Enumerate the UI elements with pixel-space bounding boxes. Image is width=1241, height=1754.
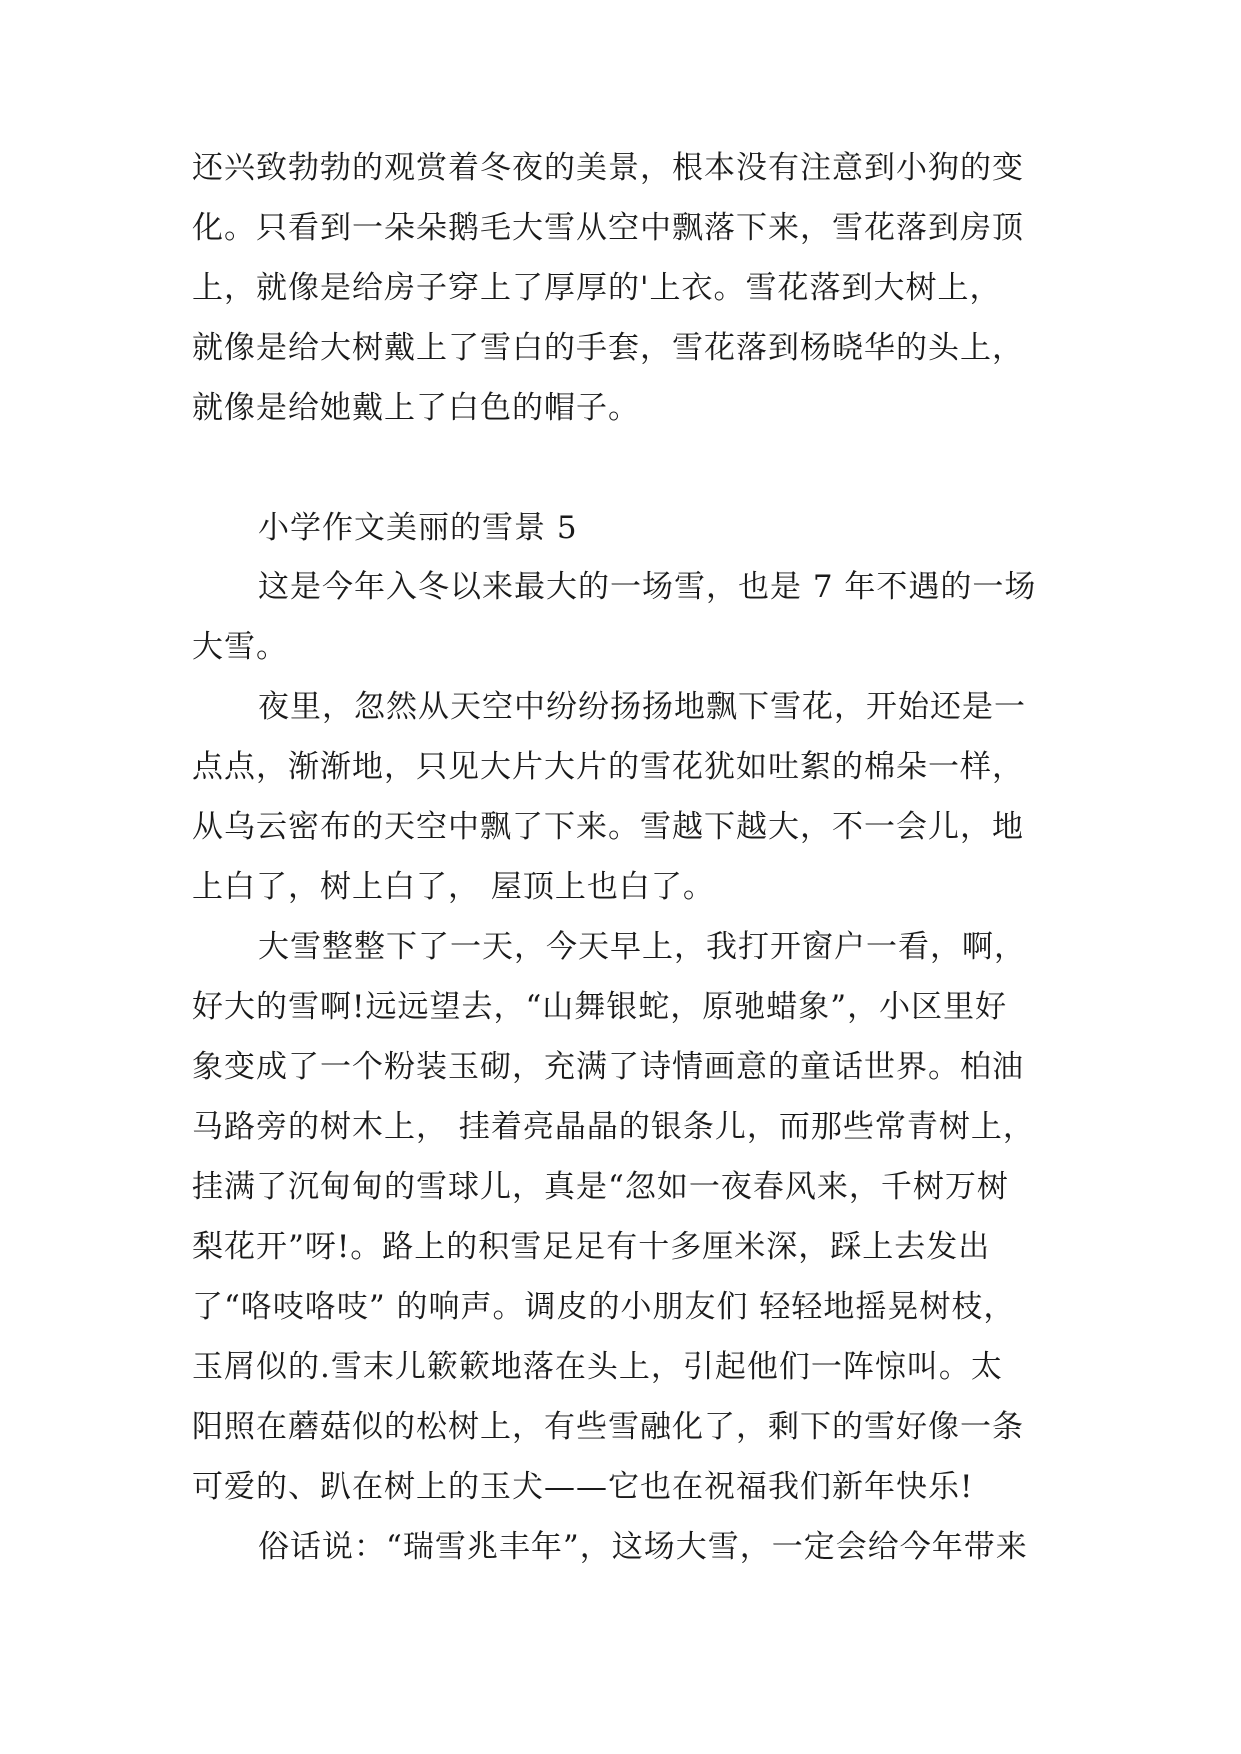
paragraph-line: 就像是给大树戴上了雪白的手套，雪花落到杨晓华的头上， xyxy=(192,330,1024,366)
paragraph-line: 俗话说：“瑞雪兆丰年”，这场大雪，一定会给今年带来 xyxy=(258,1529,1028,1565)
paragraph-line: 大雪。 xyxy=(192,629,288,665)
paragraph-line: 马路旁的树木上， 挂着亮晶晶的银条儿，而那些常青树上， xyxy=(192,1109,1035,1145)
paragraph-line: 玉屑似的.雪末儿簌簌地落在头上，引起他们一阵惊叫。太 xyxy=(192,1349,1003,1385)
paragraph-line: 化。只看到一朵朵鹅毛大雪从空中飘落下来，雪花落到房顶 xyxy=(192,210,1024,246)
paragraph-line: 好大的雪啊!远远望去，“山舞银蛇，原驰蜡象”，小区里好 xyxy=(192,989,1008,1025)
paragraph-line: 挂满了沉甸甸的雪球儿，真是“忽如一夜春风来，千树万树 xyxy=(192,1169,1009,1205)
paragraph-line: 从乌云密布的天空中飘了下来。雪越下越大，不一会儿，地 xyxy=(192,809,1024,845)
paragraph-line: 这是今年入冬以来最大的一场雪，也是 7 年不遇的一场 xyxy=(258,569,1037,605)
paragraph-line: 点点，渐渐地，只见大片大片的雪花犹如吐絮的棉朵一样， xyxy=(192,749,1024,785)
paragraph-line: 还兴致勃勃的观赏着冬夜的美景，根本没有注意到小狗的变 xyxy=(192,150,1024,186)
paragraph-line: 就像是给她戴上了白色的帽子。 xyxy=(192,390,640,426)
paragraph-line: 梨花开”呀!。路上的积雪足足有十多厘米深，踩上去发出 xyxy=(192,1229,991,1265)
paragraph-line: 了“咯吱咯吱” 的响声。调皮的小朋友们 轻轻地摇晃树枝， xyxy=(192,1289,1016,1325)
paragraph-line: 可爱的、趴在树上的玉犬——它也在祝福我们新年快乐! xyxy=(192,1469,974,1505)
section-title: 小学作文美丽的雪景 5 xyxy=(258,510,578,546)
paragraph-line: 大雪整整下了一天，今天早上，我打开窗户一看，啊， xyxy=(258,929,1026,965)
paragraph-line: 上白了，树上白了， 屋顶上也白了。 xyxy=(192,869,715,905)
paragraph-line: 阳照在蘑菇似的松树上，有些雪融化了，剩下的雪好像一条 xyxy=(192,1409,1024,1445)
paragraph-line: 象变成了一个粉装玉砌，充满了诗情画意的童话世界。柏油 xyxy=(192,1049,1024,1085)
paragraph-line: 上，就像是给房子穿上了厚厚的'上衣。雪花落到大树上， xyxy=(192,270,1002,306)
paragraph-line: 夜里，忽然从天空中纷纷扬扬地飘下雪花，开始还是一 xyxy=(258,689,1026,725)
